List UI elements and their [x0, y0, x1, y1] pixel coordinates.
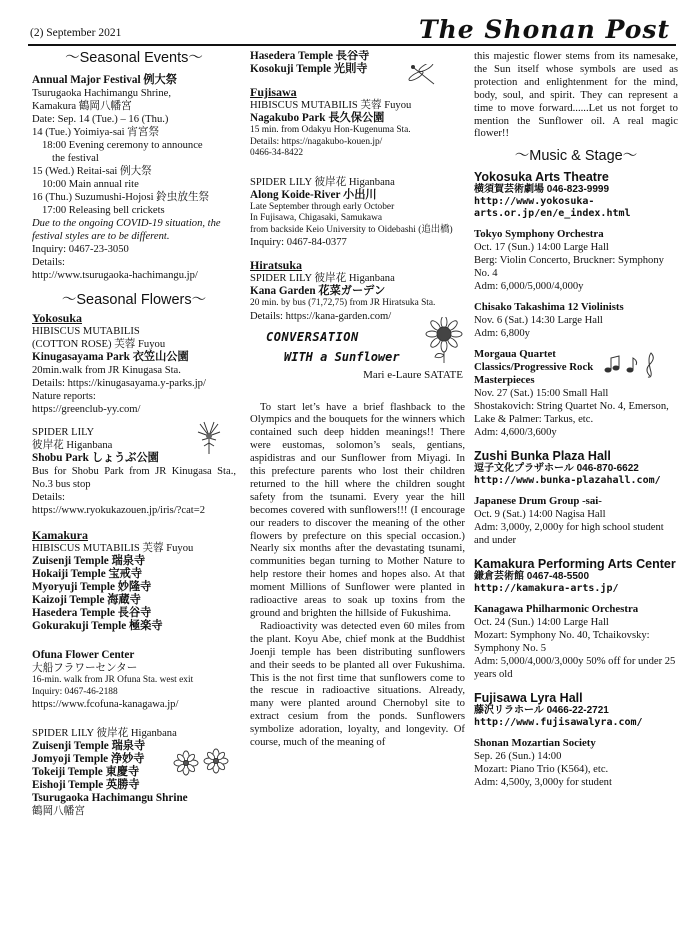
temple-item: Gokurakuji Temple 極楽寺	[32, 620, 163, 632]
event-line: Nov. 27 (Sat.) 15:00 Small Hall	[474, 388, 609, 400]
temple-item: Jomyoji Temple 浄妙寺	[32, 753, 145, 765]
kamakura-arts-phone: 鎌倉芸術館 0467-48-5500	[474, 571, 590, 583]
spider-lily-label: SPIDER LILY	[32, 427, 95, 438]
shobu-url[interactable]: https://www.ryokukazouen.jp/iris/?cat=2	[32, 505, 205, 516]
festival-line: 18:00 Evening ceremony to announce	[42, 140, 203, 151]
newspaper-title: The Shonan Post	[419, 15, 670, 44]
kinugasayama-walk: 20min.walk from JR Kinugasa Sta.	[32, 365, 181, 376]
zushi-url[interactable]: http://www.bunka-plazahall.com/	[474, 475, 661, 487]
temple-item: Hokaiji Temple 宝戒寺	[32, 568, 143, 580]
column-1	[32, 50, 236, 926]
shobu-bus: Bus for Shobu Park from JR Kinugasa Sta., No.3 bus stop	[32, 466, 236, 490]
kana-garden: Kana Garden 花菜ガーデン	[250, 285, 386, 297]
temple-item: Tsurugaoka Hachimangu Shrine	[32, 792, 188, 804]
festival-url[interactable]: http://www.tsurugaoka-hachimangu.jp/	[32, 270, 198, 281]
shobu-details-label: Details:	[32, 492, 65, 503]
festival-place-2: Kamakura 鶴岡八幡宮	[32, 101, 132, 112]
music-stage-heading: 〜Music & Stage〜	[514, 148, 638, 165]
hiratsuka-spider: SPIDER LILY 彼岸花 Higanbana	[250, 273, 395, 284]
koide-line: Late September through early October	[250, 201, 395, 212]
temple-item: Zuisenji Temple 瑞泉寺	[32, 555, 146, 567]
spider-lily-icon	[190, 418, 228, 456]
spider-lily-yokosuka	[32, 416, 236, 517]
temple-item: Kaizoji Temple 海蔵寺	[32, 594, 141, 606]
event-line: Oct. 17 (Sun.) 14:00 Large Hall	[474, 242, 609, 254]
festival-line: 16 (Thu.) Suzumushi-Hojosi 鈴虫放生祭	[32, 192, 210, 203]
ofuna-walk: 16-min. walk from JR Ofuna Sta. west exit	[32, 675, 194, 685]
kana-garden-details[interactable]: Details: https://kana-garden.com/	[250, 310, 392, 322]
article-paragraph: Radioactivity was detected even 60 miles from the plant. Koyu Abe, chief monk at the Buddhist Joenji temple has been distributing sunflowers and their seeds to be planted all over Fukushima. This is the not first time that sunflowers come to the rescue in radioactive situations. Already, many were planted around Chernobyl site to extract cesium from the ponds. Sunflowers symbolize adoration, loyalty, and longevity. Of course, much of the meaning of	[250, 619, 465, 749]
festival-date: Date: Sep. 14 (Tue.) – 16 (Thu.)	[32, 114, 169, 125]
hibiscus-label: HIBISCUS MUTABILIS	[32, 326, 140, 337]
kamakura-heading: Kamakura	[32, 528, 89, 542]
event-title: Chisako Takashima 12 Violinists	[474, 301, 624, 314]
dragonfly-icon	[406, 64, 440, 86]
cotton-rose-label: (COTTON ROSE) 芙蓉 Fuyou	[32, 339, 166, 350]
nagakubo-park: Nagakubo Park 長久保公園	[250, 112, 385, 124]
sunflower-icon	[423, 317, 465, 363]
col2-temples	[250, 50, 465, 76]
fujisawa-hibiscus: HIBISCUS MUTABILIS 芙蓉 Fuyou	[250, 100, 412, 111]
koide-river: Along Koide-River 小出川	[250, 188, 377, 201]
event-line: Adm: 6,000/5,000/4,000y	[474, 281, 584, 293]
festival-line: 15 (Wed.) Reitai-sai 例大祭	[32, 166, 152, 177]
ofuna-jp: 大船フラワーセンター	[32, 663, 138, 674]
festival-block	[32, 74, 236, 282]
koide-inquiry: Inquiry: 0467-84-0377	[250, 237, 347, 248]
koide-line: from backside Keio University to Oidebashi (追出橋)	[250, 224, 453, 235]
event-line: Berg: Violin Concerto, Bruckner: Symphony No. 4	[474, 255, 664, 280]
yokosuka-arts-url[interactable]: http://www.yokosuka-arts.or.jp/en/e_index.html	[474, 196, 631, 220]
event-line: Mozart: Symphony No. 40, Tchaikovsky: Symphony No. 5	[474, 630, 650, 655]
event-line: Sep. 26 (Sun.) 14:00	[474, 751, 562, 763]
nature-reports-label: Nature reports:	[32, 391, 96, 402]
festival-line: the festival	[52, 153, 99, 164]
kinugasayama-details[interactable]: Details: https://kinugasayama.y-parks.jp/	[32, 378, 206, 389]
fujisawa-heading: Fujisawa	[250, 85, 297, 99]
music-notes-icon	[602, 350, 662, 380]
temple-item: Hasedera Temple 長谷寺	[32, 607, 152, 619]
yokosuka-heading: Yokosuka	[32, 311, 83, 325]
conversation-title: CONVERSATION	[266, 329, 359, 344]
conversation-header	[250, 329, 465, 401]
festival-line: 10:00 Main annual rite	[42, 179, 139, 190]
article-author: Mari e-Laure SATATE	[363, 368, 463, 381]
temple-item: Kosokuji Temple 光則寺	[250, 63, 368, 75]
event-line: Adm: 6,800y	[474, 328, 530, 340]
column-3	[474, 50, 678, 926]
fujisawa-lyra-url[interactable]: http://www.fujisawalyra.com/	[474, 717, 643, 729]
masthead	[28, 8, 676, 46]
event-line: Adm: 3,000y, 2,000y for high school student and under	[474, 522, 664, 547]
event-line: Adm: 5,000/4,000/3,000y 50% off for under 25 years old	[474, 656, 676, 681]
zushi-phone: 逗子文化プラザホール 046-870-6622	[474, 463, 639, 475]
koide-line: In Fujisawa, Chigasaki, Samukawa	[250, 213, 383, 223]
event-title: Japanese Drum Group -sai-	[474, 495, 602, 508]
festival-title: Annual Major Festival 例大祭	[32, 74, 177, 86]
temple-item: Myoryuji Temple 妙隆寺	[32, 581, 152, 593]
ofuna-inquiry: Inquiry: 0467-46-2188	[32, 686, 118, 697]
event-line: Oct. 9 (Sat.) 14:00 Nagisa Hall	[474, 509, 606, 521]
yokosuka-arts-phone: 横須賀芸術劇場 046-823-9999	[474, 184, 610, 196]
morgaua-block	[474, 348, 678, 439]
temple-item: Tokeiji Temple 東慶寺	[32, 766, 140, 778]
event-line: Shostakovich: String Quartet No. 4, Emerson, Lake & Palmer: Tarkus, etc.	[474, 401, 669, 426]
temple-item: Hasedera Temple 長谷寺	[250, 50, 370, 62]
ofuna-flower-center: Ofuna Flower Center	[32, 649, 135, 661]
zushi-name: Zushi Bunka Plaza Hall	[474, 449, 611, 464]
article-paragraph: this majestic flower stems from its namesake, the Sun itself whose symbols are used as protection and enlightenment for the mind, body, soul, and spirit. They can represent a time to move forward......Let us not forget to mention the Sunflower oil. A real magic flower!!	[474, 50, 678, 140]
issue-date: (2) September 2021	[30, 27, 122, 39]
festival-place: Tsurugaoka Hachimangu Shrine,	[32, 88, 172, 99]
nagakubo-walk: 15 min. from Odakyu Hon-Kugenuma Sta.	[250, 125, 411, 135]
event-line: Nov. 6 (Sat.) 14:30 Large Hall	[474, 315, 603, 327]
spider-lily-jp: 彼岸花 Higanbana	[32, 440, 113, 451]
kinugasayama-park: Kinugasayama Park 衣笠山公園	[32, 351, 189, 363]
temple-item: Eishoji Temple 英勝寺	[32, 779, 140, 791]
conversation-subtitle: WITH a Sunflower	[284, 349, 400, 364]
article-continuation	[474, 50, 678, 140]
event-title: Kanagawa Philharmonic Orchestra	[474, 603, 639, 616]
covid-note: Due to the ongoing COVID-19 situation, the festival styles are to be different.	[32, 218, 221, 242]
kana-garden-bus: 20 min. by bus (71,72,75) from JR Hiratsuka Sta.	[250, 298, 436, 308]
event-title: Shonan Mozartian Society	[474, 737, 596, 750]
article-paragraph: To start let’s have a brief flashback to the Olympics and the bouquets for the winners which contained such deep hidden meanings!! There were eustomas, solomon’s seals, gentians, aspidistras and our Sunflower from Miyagi. In this prefecture parents who lost their children returned to the hill where the children sought safety from the tsunami. Every year the hill becomes covered with sunflowers!!! (I encourage our readers to discover the meaning of the other flowers by prefecture on this special occasion.) Nearly six months after the devastating tsunami, communities began turning to Mother Nature to help restore their homes and hopes also. At that moment Millions of Sunflower were planted in radioactive areas to soak up toxins from the ground and brighten the hillside of Fukushima.	[250, 400, 465, 619]
nature-reports-url[interactable]: https://greenclub-yy.com/	[32, 404, 141, 415]
event-line: Oct. 24 (Sun.) 14:00 Large Hall	[474, 617, 609, 629]
event-title: Tokyo Symphony Orchestra	[474, 228, 604, 241]
seasonal-events-heading: 〜Seasonal Events〜	[65, 50, 203, 66]
kamakura-arts-url[interactable]: http://kamakura-arts.jp/	[474, 583, 619, 595]
event-line: Adm: 4,500y, 3,000y for student	[474, 777, 612, 789]
nagakubo-details[interactable]: Details: https://nagakubo-kouen.jp/	[250, 136, 383, 147]
kamakura-hibiscus: HIBISCUS MUTABILIS 芙蓉 Fuyou	[32, 543, 194, 554]
event-title: Morgaua Quartet Classics/Progressive Rock Masterpieces	[474, 348, 594, 387]
spider-lily-kamakura	[32, 711, 236, 818]
cosmos-flowers-icon	[172, 747, 234, 781]
festival-line: 17:00 Releasing bell crickets	[42, 205, 165, 216]
nagakubo-tel: 0466-34-8422	[250, 148, 304, 158]
fujisawa-spider: SPIDER LILY 彼岸花 Higanbana	[250, 176, 395, 188]
temple-item-jp: 鶴岡八幡宮	[32, 806, 85, 817]
shobu-park: Shobu Park しょうぶ公園	[32, 452, 159, 464]
fujisawa-lyra-phone: 藤沢リラホール 0466-22-2721	[474, 705, 609, 717]
festival-line: 14 (Tue.) Yoimiya-sai 宵宮祭	[32, 127, 160, 138]
kamakura-spider-label: SPIDER LILY 彼岸花 Higanbana	[32, 728, 177, 739]
temple-item: Zuisenji Temple 瑞泉寺	[32, 740, 146, 752]
fujisawa-lyra-name: Fujisawa Lyra Hall	[474, 691, 583, 706]
kamakura-arts-name: Kamakura Performing Arts Center	[474, 557, 676, 572]
event-line: Mozart: Piano Trio (K564), etc.	[474, 764, 609, 776]
festival-inquiry: Inquiry: 0467-23-3050	[32, 244, 129, 255]
hiratsuka-heading: Hiratsuka	[250, 258, 303, 272]
event-line: Adm: 4,600/3,600y	[474, 427, 557, 439]
columns	[28, 50, 676, 926]
sunflower-article	[250, 401, 465, 749]
column-2	[250, 50, 465, 926]
festival-details-label: Details:	[32, 257, 65, 268]
ofuna-url[interactable]: https://www.fcofuna-kanagawa.jp/	[32, 699, 179, 710]
seasonal-flowers-heading: 〜Seasonal Flowers〜	[61, 292, 207, 308]
yokosuka-arts-name: Yokosuka Arts Theatre	[474, 170, 609, 185]
